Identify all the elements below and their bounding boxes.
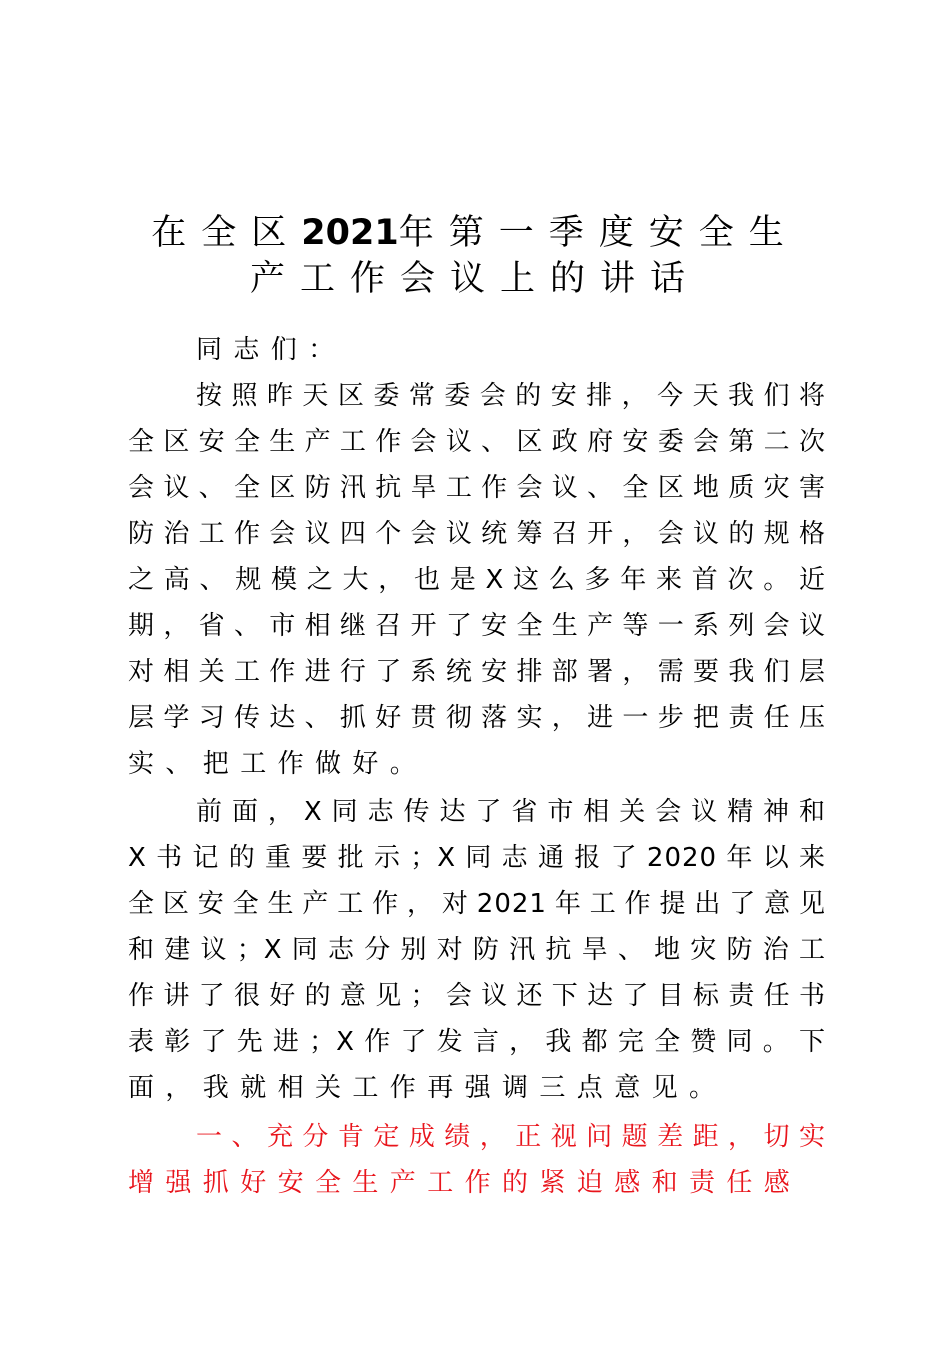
paragraph-1-line: 层学习传达、抓好贯彻落实，进一步把责任压 [128,703,826,733]
title-part-b: 年第一季度安全生 [398,213,799,253]
paragraph-1-line: 会议、全区防汛抗旱工作会议、全区地质灾害 [128,473,826,503]
paragraph-1-line: 按照昨天区委常委会的安排，今天我们将 [196,381,826,411]
paragraph-1-line: 全区安全生产工作会议、区政府安委会第二次 [128,427,826,457]
paragraph-2-line: 面，我就相关工作再强调三点意见。 [128,1073,727,1103]
paragraph-2-line: 作讲了很好的意见；会议还下达了目标责任书 [128,981,826,1011]
title-part-a: 在全区 [151,213,302,253]
section-heading-1-line: 增强抓好安全生产工作的紧迫感和责任感 [128,1168,802,1198]
paragraph-1-line: 之高、规模之大，也是X这么多年来首次。近 [128,565,826,595]
section-heading-1-line: 一、充分肯定成绩，正视问题差距，切实 [196,1122,826,1152]
paragraph-2-line: 和建议；X同志分别对防汛抗旱、地灾防治工 [128,935,826,965]
paragraph-2-line: 全区安全生产工作，对2021年工作提出了意见 [128,889,826,919]
paragraph-1-line: 防治工作会议四个会议统筹召开，会议的规格 [128,519,826,549]
paragraph-2-line: X书记的重要批示；X同志通报了2020年以来 [128,843,826,873]
paragraph-2-line: 前面，X同志传达了省市相关会议精神和 [196,797,826,827]
paragraph-1-line: 实、把工作做好。 [128,749,428,779]
document-title-line-2: 产工作会议上的讲话 [249,259,700,299]
title-year: 2021 [301,213,399,253]
greeting: 同志们： [196,335,346,365]
paragraph-1-line: 期，省、市相继召开了安全生产等一系列会议 [128,611,826,641]
paragraph-2-line: 表彰了先进；X作了发言，我都完全赞同。下 [128,1027,826,1057]
document-title-line-1 [0,211,950,255]
paragraph-1-line: 对相关工作进行了系统安排部署，需要我们层 [128,657,826,687]
